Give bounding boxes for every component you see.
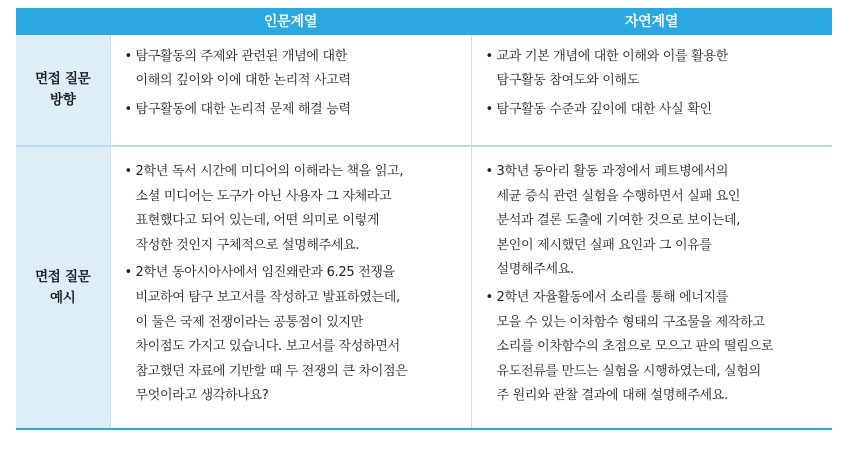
bullet-icon: •	[485, 49, 493, 64]
bullet-icon: •	[485, 164, 493, 179]
list-item	[125, 45, 457, 93]
row-label-direction	[16, 35, 110, 147]
bullet-list	[111, 35, 471, 122]
interview-question-table-wrap	[16, 8, 832, 430]
bullet-icon: •	[124, 164, 132, 179]
list-item-text: 탐구활동의 주제와 관련된 개념에 대한 이해의 깊이와 이에 대한 논리적 사고력	[135, 49, 351, 88]
list-item-text: 2학년 동아시아사에서 임진왜란과 6.25 전쟁을 비교하여 탐구 보고서를 작성하고 발표하였는데, 이 둘은 국제 전쟁이라는 공통점이 있지만 차이점도 가지고 있습니다. 보고서를 작성하면서 참고했던 자료에 기반할 때 두 전쟁의 큰 차이점은 무엇이라고 생각하나요?	[135, 265, 408, 404]
cell-examples-sciences	[471, 146, 832, 429]
row-label-examples	[16, 146, 110, 429]
list-item	[486, 286, 821, 409]
cell-direction-sciences	[471, 35, 832, 147]
header-humanities: 인문계열	[110, 8, 471, 35]
bullet-list	[111, 147, 471, 409]
list-item	[486, 45, 819, 93]
list-item	[125, 261, 459, 409]
list-item-text: 교과 기본 개념에 대한 이해와 이를 활용한 탐구활동 참여도와 이해도	[496, 49, 728, 88]
interview-question-table	[16, 8, 832, 430]
bullet-icon: •	[124, 265, 132, 281]
list-item	[125, 98, 457, 122]
row-label-text: 면접 질문 예시	[35, 268, 91, 306]
bullet-icon: •	[485, 289, 493, 305]
table-header-row	[16, 8, 832, 35]
list-item	[486, 160, 821, 283]
list-item	[125, 160, 459, 258]
table-row-direction	[16, 35, 832, 147]
header-sciences: 자연계열	[471, 8, 832, 35]
bullet-icon: •	[124, 49, 132, 64]
row-label-text: 면접 질문 방향	[35, 71, 91, 108]
cell-examples-humanities	[110, 146, 471, 429]
list-item-text: 탐구활동 수준과 깊이에 대한 사실 확인	[496, 102, 712, 117]
list-item-text: 2학년 자율활동에서 소리를 통해 에너지를 모을 수 있는 이차함수 형태의 구조물을 제작하고 소리를 이차함수의 초점으로 모으고 판의 떨림으로 유도전류를 만드는 실험을 시행하였는데, 실험의 주 원리와 관찰 결과에 대해 설명해주세요.	[496, 289, 774, 404]
bullet-icon: •	[124, 102, 132, 117]
bullet-list	[472, 35, 833, 122]
list-item-text: 3학년 동아리 활동 과정에서 페트병에서의 세균 증식 관련 실험을 수행하면서 실패 요인 분석과 결론 도출에 기여한 것으로 보이는데, 본인이 제시했던 실패 요인과 그 이유를 설명해주세요.	[496, 164, 741, 278]
cell-direction-humanities	[110, 35, 471, 147]
list-item	[486, 98, 819, 122]
list-item-text: 2학년 독서 시간에 미디어의 이해라는 책을 읽고, 소셜 미디어는 도구가 아닌 사용자 그 자체라고 표현했다고 되어 있는데, 어떤 의미로 이렇게 작성한 것인지 구체적으로 설명해주세요.	[135, 164, 404, 253]
header-corner-cell	[16, 8, 110, 35]
list-item-text: 탐구활동에 대한 논리적 문제 해결 능력	[135, 102, 351, 117]
table-row-examples	[16, 146, 832, 429]
bullet-icon: •	[485, 102, 493, 117]
bullet-list	[472, 147, 833, 409]
